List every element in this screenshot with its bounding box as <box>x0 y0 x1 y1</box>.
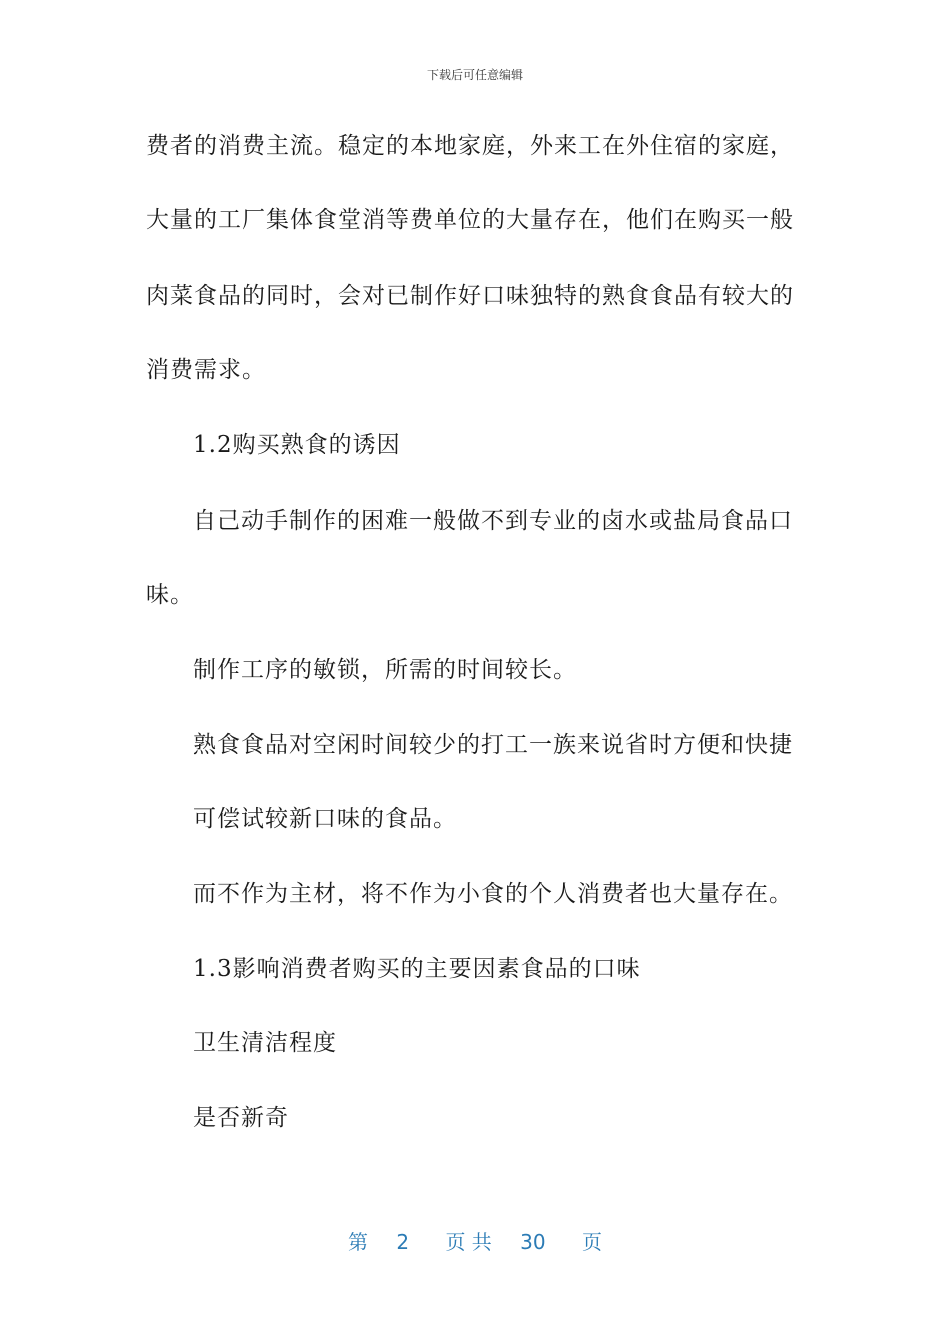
footer-middle: 页 共 <box>445 1230 492 1254</box>
body-line: 熟食食品对空闲时间较少的打工一族来说省时方便和快捷 <box>193 732 793 758</box>
body-line: 肉菜食品的同时，会对已制作好口味独特的熟食食品有较大的 <box>146 283 794 309</box>
section-heading: 1.2购买熟食的诱因 <box>193 432 401 458</box>
footer-suffix: 页 <box>581 1230 602 1254</box>
body-line: 费者的消费主流。稳定的本地家庭，外来工在外住宿的家庭， <box>146 133 794 159</box>
body-line: 味。 <box>146 582 194 608</box>
section-heading: 1.3影响消费者购买的主要因素食品的口味 <box>193 956 641 982</box>
body-line: 可偿试较新口味的食品。 <box>193 806 457 832</box>
body-line: 自己动手制作的困难一般做不到专业的卤水或盐局食品口 <box>193 508 793 534</box>
body-line: 是否新奇 <box>193 1105 289 1131</box>
body-line: 消费需求。 <box>146 357 266 383</box>
body-line: 大量的工厂集体食堂消等费单位的大量存在，他们在购买一般 <box>146 207 794 233</box>
body-line: 卫生清洁程度 <box>193 1030 337 1056</box>
footer-total-pages: 30 <box>520 1230 546 1254</box>
footer-prefix: 第 <box>348 1230 368 1254</box>
body-line: 而不作为主材，将不作为小食的个人消费者也大量存在。 <box>193 881 793 907</box>
page-footer <box>0 1226 950 1255</box>
page-header-note: 下载后可任意编辑 <box>426 68 523 82</box>
body-line: 制作工序的敏锁，所需的时间较长。 <box>193 657 577 683</box>
footer-current-page: 2 <box>396 1230 410 1254</box>
